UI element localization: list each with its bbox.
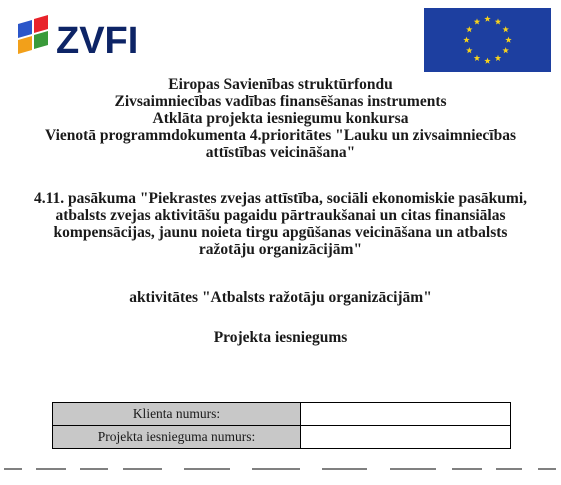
title-line: Eiropas Savienības struktūrfondu [168, 76, 393, 93]
eu-flag-graphic [424, 8, 551, 72]
application-number-field[interactable] [301, 426, 511, 449]
eu-flag [424, 8, 551, 72]
programme-title [0, 76, 561, 161]
activity-title [0, 289, 561, 306]
measure-line: kompensācijas, jaunu noieta tirgu apgūšanas veicināšana un atbalsts [53, 224, 508, 241]
client-number-label: Klienta numurs: [53, 403, 301, 426]
title-line: attīstības veicināšana" [205, 144, 356, 161]
measure-line: 4.11. pasākuma "Piekrastes zvejas attīstība, sociāli ekonomiskie pasākumi, [33, 190, 527, 207]
dashed-separator [0, 467, 561, 471]
id-table [52, 402, 511, 449]
title-line: Vienotā programmdokumenta 4.prioritātes "Lauku un zivsaimniecības [44, 127, 517, 144]
client-number-field[interactable] [301, 403, 511, 426]
activity-line: aktivitātes "Atbalsts ražotāju organizācijām" [129, 289, 432, 306]
title-line: Zivsaimniecības vadības finansēšanas instruments [114, 93, 447, 110]
measure-line: ražotāju organizācijām" [198, 241, 363, 258]
table-row [53, 403, 511, 426]
title-line: Atklāta projekta iesniegumu konkursa [152, 110, 409, 127]
table-row [53, 426, 511, 449]
document-title [0, 329, 561, 346]
zvfi-logo [8, 8, 146, 72]
measure-title [0, 190, 561, 258]
document-title-text: Projekta iesniegums [213, 329, 348, 346]
logo-wordmark: ZVFI [56, 20, 139, 62]
application-number-label: Projekta iesnieguma numurs: [53, 426, 301, 449]
measure-line: atbalsts zvejas aktivitāšu pagaidu pārtraukšanai un citas finansiālas [55, 207, 506, 224]
